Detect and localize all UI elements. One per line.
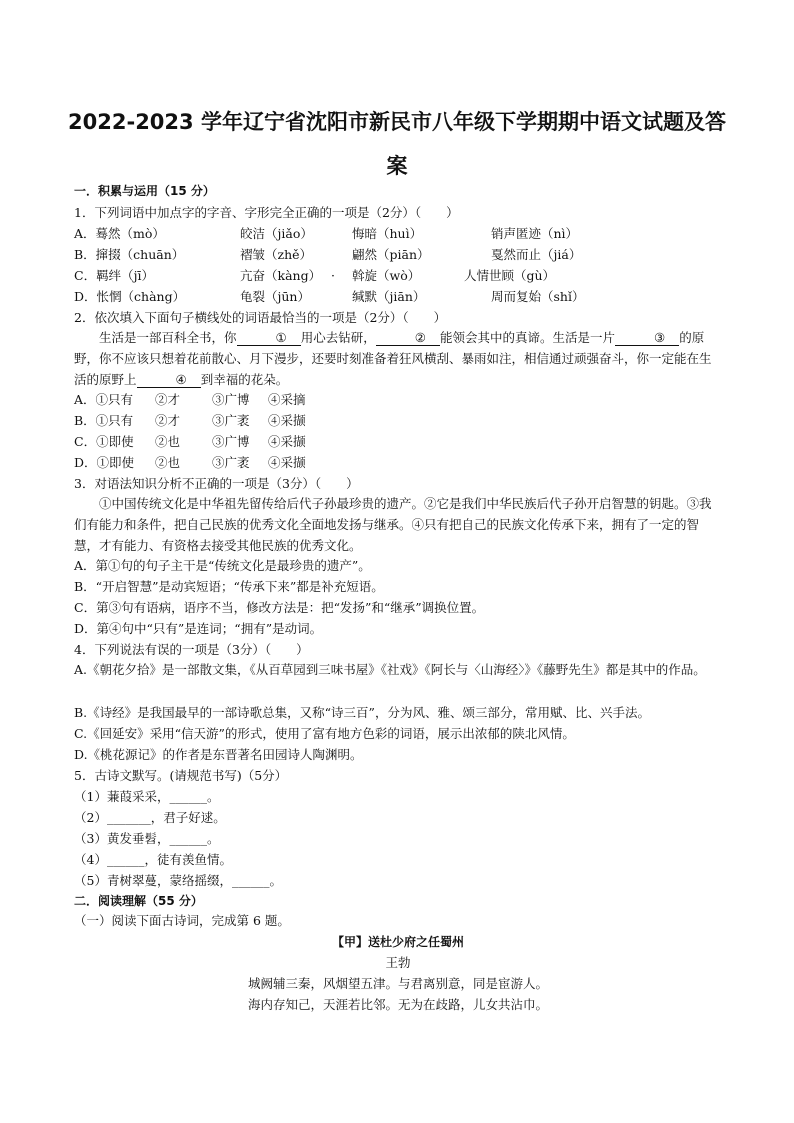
q2-blank-1: ① xyxy=(237,331,301,346)
q1-d-1: D．怅惘（chàng） xyxy=(74,289,186,304)
q2-passage xyxy=(74,327,722,390)
q1-d-3: 缄默（jiān） xyxy=(352,289,426,304)
q2-text-3: 能领会其中的真谛。生活是一片 xyxy=(439,330,615,345)
q4-stem: 4．下列说法有误的一项是（3分）（ ） xyxy=(74,642,309,657)
q3-stem: 3．对语法知识分析不正确的一项是（3分）（ ） xyxy=(74,476,359,491)
q2-stem: 2．依次填入下面句子横线处的词语最恰当的一项是（2分）（ ） xyxy=(74,310,447,325)
q2-c-2: ②也 xyxy=(155,434,181,449)
q5-stem: 5．古诗文默写。(请规范书写)（5分） xyxy=(74,768,288,783)
q1-c-1: C．羁绊（jī） xyxy=(74,268,154,283)
q2-b-1: B．①只有 xyxy=(74,413,134,428)
q2-b-2: ②才 xyxy=(155,413,181,428)
q4-option-b: B.《诗经》是我国最早的一部诗歌总集，又称“诗三百”，分为风、雅、颂三部分，常用赋、比、兴手法。 xyxy=(74,705,650,720)
q2-c-4: ④采撷 xyxy=(268,434,306,449)
q4-option-a: A.《朝花夕拾》是一部散文集，《从百草园到三味书屋》《社戏》《阿长与〈山海经〉》《藤野先生》都是其中的作品。 xyxy=(74,662,706,677)
q4-option-c: C.《回延安》采用“信天游”的形式，使用了富有地方色彩的词语，展示出浓郁的陕北风情。 xyxy=(74,726,575,741)
subsection-1-heading: （一）阅读下面古诗词，完成第 6 题。 xyxy=(74,913,290,928)
poem-line-2: 海内存知己，天涯若比邻。无为在歧路，儿女共沾巾。 xyxy=(247,997,548,1012)
q2-d-1: D．①即使 xyxy=(74,455,135,470)
q2-a-2: ②才 xyxy=(155,392,181,407)
poem-title: 【甲】送杜少府之任蜀州 xyxy=(331,935,464,949)
q2-b-4: ④采撷 xyxy=(268,413,306,428)
q2-d-4: ④采撷 xyxy=(268,455,306,470)
q2-d-3: ③广袤 xyxy=(212,455,250,470)
q2-blank-4: ④ xyxy=(137,373,201,388)
q4-option-d: D.《桃花源记》的作者是东晋著名田园诗人陶渊明。 xyxy=(74,747,363,762)
section-2-heading: 二．阅读理解（55 分） xyxy=(74,894,203,908)
q1-b-1: B．撺掇（chuān） xyxy=(74,247,185,262)
q2-text-4: 的原野，你不应该只想着花前散心、月下漫步，还要时刻准备着狂风横刮、暴雨如注，相信通过顽强奋斗，你一定能在生活的原野上 xyxy=(74,330,712,387)
q1-c-2: 亢奋（kàng） xyxy=(240,268,322,283)
q1-a-2: 皎洁（jiǎo） xyxy=(240,226,313,241)
q5-item-1: （1）蒹葭采采，______。 xyxy=(74,789,220,804)
section-1-heading: 一．积累与运用（15 分） xyxy=(74,184,215,198)
title-line-1: 2022-2023 学年辽宁省沈阳市新民市八年级下学期期中语文试题及答 xyxy=(68,110,726,134)
q5-item-2: （2）_______，君子好逑。 xyxy=(74,810,226,825)
q5-item-4: （4）______，徒有羡鱼情。 xyxy=(74,852,232,867)
q3-passage: ①中国传统文化是中华祖先留传给后代子孙最珍贵的遗产。②它是我们中华民族后代子孙开启智慧的钥匙。③我们有能力和条件，把自己民族的优秀文化全面地发扬与继承。④只有把自己的民族文化传承下来，拥有了一定的智慧，才有能力、有资格去接受其他民族的优秀文化。 xyxy=(74,496,712,553)
q1-d-2: 龟裂（jūn） xyxy=(240,289,310,304)
document-title xyxy=(60,100,734,188)
q2-c-3: ③广博 xyxy=(212,434,250,449)
q2-d-2: ②也 xyxy=(155,455,181,470)
q2-a-3: ③广博 xyxy=(212,392,250,407)
q2-c-1: C．①即使 xyxy=(74,434,134,449)
q2-a-1: A．①只有 xyxy=(74,392,134,407)
q3-option-c: C．第③句有语病，语序不当，修改方法是：把“发扬”和“继承”调换位置。 xyxy=(74,600,485,615)
q2-text-2: 用心去钻研， xyxy=(300,330,376,345)
q1-stem: 1．下列词语中加点字的字音、字形完全正确的一项是（2分）（ ） xyxy=(74,205,459,220)
q2-blank-2: ② xyxy=(376,331,440,346)
q1-b-3: 翩然（piān） xyxy=(352,247,430,262)
q1-c-4: 人情世顾（gù） xyxy=(464,268,556,283)
q2-text-5: 到幸福的花朵。 xyxy=(200,372,289,387)
title-line-2: 案 xyxy=(386,154,408,178)
q1-c-dot: · xyxy=(331,268,335,283)
q1-a-4: 销声匿迹（nì） xyxy=(491,226,579,241)
q5-item-5: （5）青树翠蔓，蒙络摇缀，______。 xyxy=(74,873,282,888)
q1-a-3: 悔暗（huì） xyxy=(352,226,423,241)
q5-item-3: （3）黄发垂髫，______。 xyxy=(74,831,220,846)
q1-b-4: 戛然而止（jiá） xyxy=(491,247,582,262)
q3-option-d: D．第④句中“只有”是连词；“拥有”是动词。 xyxy=(74,621,323,636)
q1-b-2: 褶皱（zhě） xyxy=(240,247,313,262)
q1-a-1: A．蓦然（mò） xyxy=(74,226,165,241)
poem-author: 王勃 xyxy=(385,955,411,970)
q3-option-b: B．“开启智慧”是动宾短语；“传承下来”都是补充短语。 xyxy=(74,579,384,594)
q1-d-4: 周而复始（shǐ） xyxy=(491,289,585,304)
poem-line-1: 城阙辅三秦，风烟望五津。与君离别意，同是宦游人。 xyxy=(247,976,548,991)
q2-text-1: 生活是一部百科全书，你 xyxy=(99,330,237,345)
q3-option-a: A．第①句的句子主干是“传统文化是最珍贵的遗产”。 xyxy=(74,558,371,573)
q2-blank-3: ③ xyxy=(615,331,679,346)
q1-c-3: 斡旋（wò） xyxy=(352,268,421,283)
q2-a-4: ④采摘 xyxy=(268,392,306,407)
q2-b-3: ③广袤 xyxy=(212,413,250,428)
